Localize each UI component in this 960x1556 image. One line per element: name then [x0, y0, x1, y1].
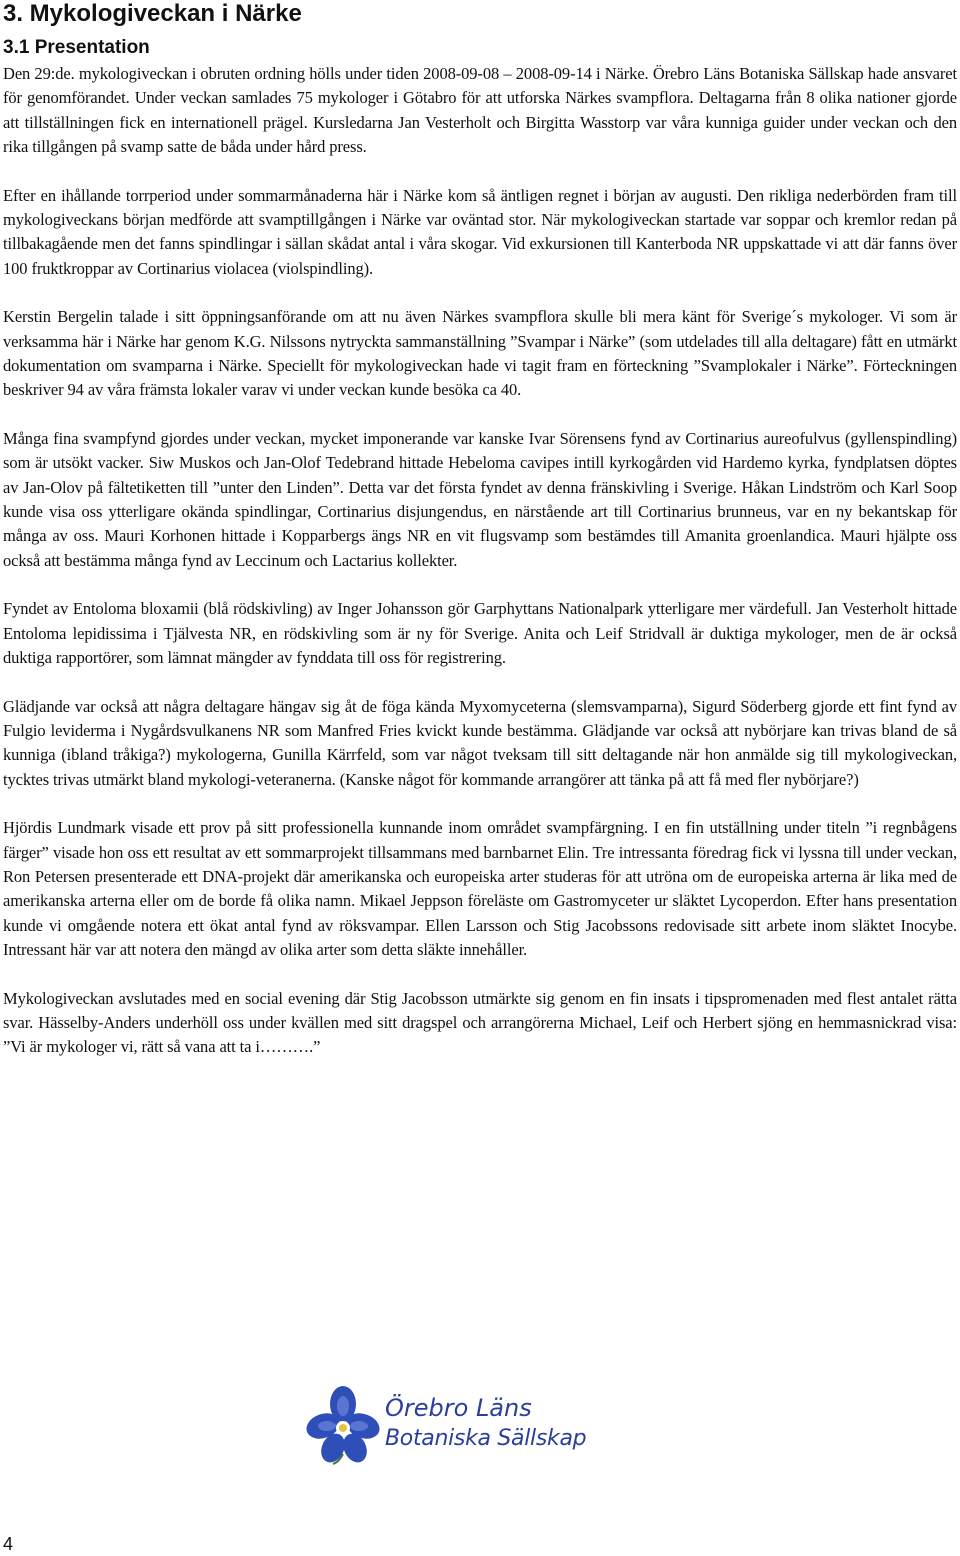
chapter-heading: 3. Mykologiveckan i Närke: [3, 0, 302, 27]
paragraph: Glädjande var också att några deltagare hängav sig åt de föga kända Myxomyceterna (slemsvamparna), Sigurd Söderberg gjorde ett fint fynd av Fulgio leviderma i Nygårdsvulkanens NR som Manfred Fries kvickt kunde bestämma. Glädjande var också att nybörjare kan trivas bland de så kunniga (ibland tråkiga?) mykologerna, Gunilla Kärrfeld, som var något tveksam till sitt deltagande när hon anmälde sig till mykologiveckan, tycktes trivas utmärkt bland mykologi-veteranerna. (Kanske något för kommande arrangörer att tänka på att få med fler nybörjare?): [3, 696, 957, 789]
logo-line-1: Örebro Läns: [385, 1394, 532, 1422]
paragraph: Mykologiveckan avslutades med en social evening där Stig Jacobsson utmärkte sig genom en fin insats i tipspromenaden med flest antalet rätta svar. Hässelby-Anders underhöll oss under kvällen med sitt dragspel och arrangörerna Michael, Leif och Herbert sjöng en hemmasnickrad visa: ”Vi är mykologer vi, rätt så vana att ta i……….”: [3, 988, 957, 1057]
logo-line-2: Botaniska Sällskap: [385, 1426, 587, 1451]
flower-icon: [303, 1384, 383, 1466]
page-number: 4: [3, 1534, 14, 1554]
paragraph: Efter en ihållande torrperiod under sommarmånaderna här i Närke kom så äntligen regnet i början av augusti. Den rikliga nederbörden fram till mykologiveckans början medförde att svamptillgången i Närke var oväntad stor. När mykologiveckan startade var soppar och kremlor redan på tillbakagående men det fanns spindlingar i sällan skådat antal i våra skogar. Vid exkursionen till Kanterboda NR uppskattade vi att där fanns över 100 fruktkroppar av Cortinarius violacea (violspindling).: [3, 185, 957, 278]
paragraph: Den 29:de. mykologiveckan i obruten ordning hölls under tiden 2008-09-08 – 2008-09-14 i Närke. Örebro Läns Botaniska Sällskap hade ansvaret för genomförandet. Under veckan samlades 75 mykologer i Götabro för att utforska Närkes svampflora. Deltagarna från 8 olika nationer gjorde att tillställningen fick en internationell prägel. Kursledarna Jan Vesterholt och Birgitta Wasstorp var våra kunniga guider under veckan och den rika tillgången på svamp satte de båda under hård press.: [3, 64, 957, 156]
paragraph: Hjördis Lundmark visade ett prov på sitt professionella kunnande inom området svampfärgning. I en fin utställning under titeln ”i regnbågens färger” visade hon oss ett resultat av ett sommarprojekt tillsammans med barnbarnet Elin. Tre intressanta föredrag fick vi lyssna till under veckan, Ron Petersen presenterade ett DNA-projekt där amerikanska och europeiska arter studeras för att utröna om de europeiska arterna är lika med de amerikanska arterna eller om de borde få olika namn. Mikael Jeppson föreläste om Gastromyceter ur släktet Lycoperdon. Efter hans presentation kunde vi omgående notera ett ökat antal fynd av röksvampar. Ellen Larsson och Stig Jacobssons redovisade sitt arbete inom släktet Inocybe. Intressant här var att notera den mängd av olika arter som detta släkte innehåller.: [3, 818, 957, 959]
paragraph: Kerstin Bergelin talade i sitt öppningsanförande om att nu även Närkes svampflora skulle bli mera känt för Sverige´s mykologer. Vi som är verksamma här i Närke har genom K.G. Nilssons nytryckta sammanställning ”Svampar i Närke” (som utdelades till alla deltagare) fått en utmärkt dokumentation om svamparna i Närke. Speciellt för mykologiveckan hade vi tagit fram en förteckning ”Svamplokaler i Närke”. Förteckningen beskriver 94 av våra främsta lokaler varav vi under veckan kunde besöka ca 40.: [3, 307, 957, 400]
society-logo: [303, 1384, 608, 1466]
document-page: [3, 0, 957, 1084]
paragraph: Fyndet av Entoloma bloxamii (blå rödskivling) av Inger Johansson gör Garphyttans Nationalpark ytterligare mer värdefull. Jan Vesterholt hittade Entoloma lepidissima i Tjälvesta NR, en rödskivling som är ny för Sverige. Anita och Leif Stridvall är duktiga mykologer, men de är också duktiga rapportörer, som lämnat mängder av fynddata till oss för registrering.: [3, 599, 957, 667]
paragraph: Många fina svampfynd gjordes under veckan, mycket imponerande var kanske Ivar Sörensens fynd av Cortinarius aureofulvus (gyllenspindling) som är utsökt vacker. Siw Muskos och Jan-Olof Tedebrand hittade Hebeloma cavipes intill kyrkogården vid Hardemo kyrka, fyndplatsen döptes av Jan-Olov på fältetiketten till ”unter den Linden”. Detta var det första fyndet av denna fränskivling i Sverige. Håkan Lindström och Karl Soop kunde visa oss ytterligare okända spindlingar, Cortinarius disjungendus, en närstående art till Cortinarius brunneus, var en ny bekantskap för många av oss. Mauri Korhonen hittade i Kopparbergs ängs NR en vit flugsvamp som bestämdes till Amanita groenlandica. Mauri hjälpte oss också att bestämma många fynd av Leccinum och Lactarius kollekter.: [3, 429, 957, 570]
section-heading: 3.1 Presentation: [3, 37, 150, 58]
